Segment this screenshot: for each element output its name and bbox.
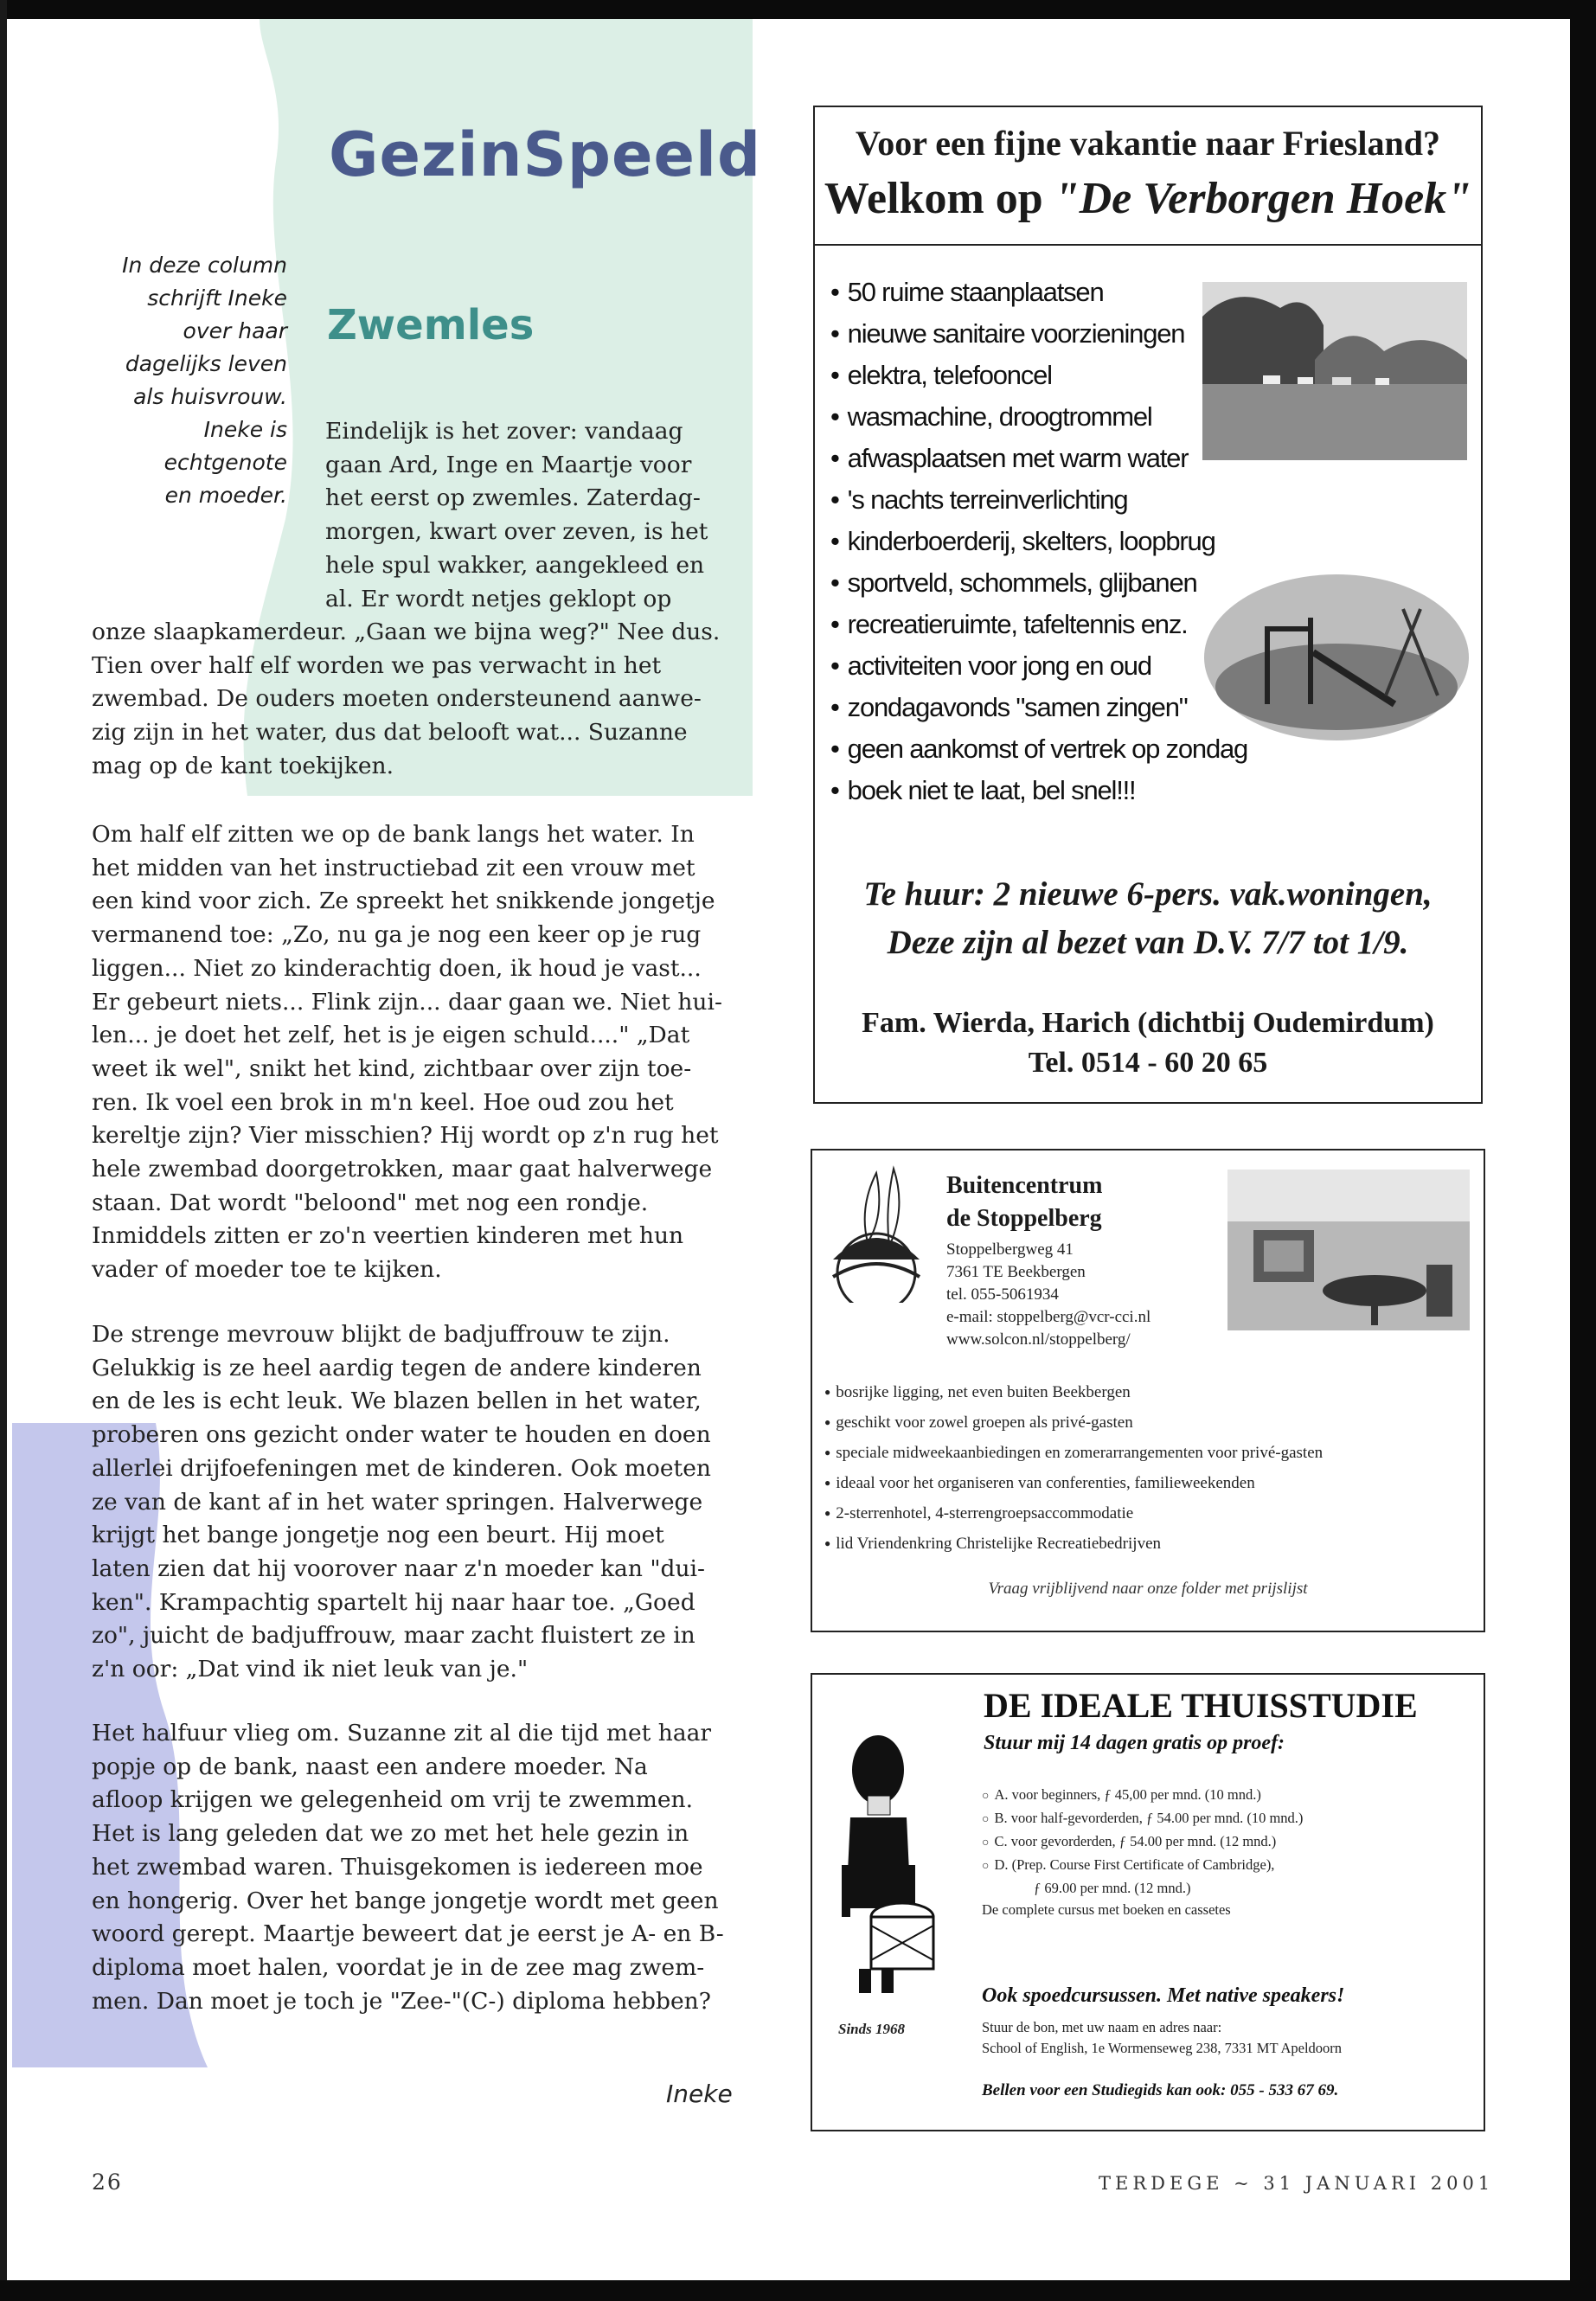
list-item: ● ideaal voor het organiseren van conferenties, familieweekenden: [824, 1468, 1323, 1498]
text-line: Om half elf zitten we op de bank langs het water. In: [92, 821, 695, 848]
course-option-b[interactable]: ○ B. voor half-gevorderden, ƒ 54.00 per mnd. (10 mnd.): [982, 1807, 1303, 1830]
list-item: • zondagavonds "samen zingen": [830, 687, 1247, 728]
list-item: • 's nachts terreinverlichting: [830, 479, 1247, 521]
phone-note: Bellen voor een Studiegids kan ook: 055 - 533 67 69.: [982, 2081, 1339, 2099]
text-line: diploma moet halen, voordat je in de zee mag zwem-: [92, 1953, 705, 1981]
text-line: het zwembad waren. Thuisgekomen is iedereen moe: [92, 1853, 703, 1881]
text-line: het midden van het instructiebad zit een vrouw met: [92, 854, 695, 881]
publication-footer: TERDEGE ~ 31 JANUARI 2001: [1099, 2173, 1495, 2194]
paragraph-3: [92, 1318, 732, 1687]
text-line: het eerst op zwemles. Zaterdag-: [325, 484, 701, 512]
list-item: • sportveld, schommels, glijbanen: [830, 562, 1247, 604]
ad-subtitle: Stuur mij 14 dagen gratis op proef:: [984, 1732, 1285, 1754]
text-line: onze slaapkamerdeur. „Gaan we bijna weg?" Nee dus.: [92, 619, 721, 645]
ad-verborgen-hoek: [813, 106, 1483, 1104]
paragraph-2: [92, 818, 732, 1287]
text-line: afloop krijgen we gelegenheid om vrij te zwemmen.: [92, 1786, 694, 1814]
scan-frame-left: [0, 0, 7, 2301]
brochure-note: Vraag vrijblijvend naar onze folder met prijslijst: [988, 1580, 1308, 1598]
intro-line: schrijft Ineke: [147, 285, 287, 311]
text-line: z'n oor: „Dat vind ik niet leuk van je.": [92, 1656, 529, 1683]
paragraph-1-wide: [92, 616, 732, 784]
intro-line: echtgenote: [163, 450, 287, 475]
venue-name-line: de Stoppelberg: [946, 1205, 1102, 1232]
venue-address: [946, 1239, 1151, 1351]
venue-name: [946, 1170, 1102, 1235]
text-line: woord gerept. Maartje beweert dat je eerst je A- en B-: [92, 1920, 724, 1948]
ad-stoppelberg: [811, 1149, 1485, 1632]
text-line: popje op de bank, naast een andere moeder. Na: [92, 1753, 648, 1780]
ad-title: DE IDEALE THUISSTUDIE: [984, 1686, 1418, 1725]
list-item: • afwasplaatsen met warm water: [830, 438, 1247, 479]
list-item: ● bosrijke ligging, net even buiten Beekbergen: [824, 1377, 1323, 1407]
text-line: Tien over half elf worden we pas verwacht in het: [92, 651, 662, 679]
text-line: gaan Ard, Inge en Maartje voor: [325, 451, 692, 478]
text-line: zig zijn in het water, dus dat belooft wat... Suzanne: [92, 719, 688, 747]
speed-course-info: [982, 2017, 1342, 2059]
column-title: GezinSpeeld: [329, 119, 762, 190]
intro-line: dagelijks leven: [125, 351, 287, 376]
playground-photo: [1204, 574, 1469, 740]
welcome-prefix: Welkom op: [824, 174, 1043, 223]
list-item: • boek niet te laat, bel snel!!!: [830, 770, 1247, 811]
venue-name-line: Buitencentrum: [946, 1172, 1103, 1199]
contact-info: [815, 1003, 1481, 1083]
paragraph-1-narrow: [325, 415, 732, 616]
text-line: len... je doet het zelf, het is je eigen schuld...." „Dat: [92, 1022, 690, 1049]
address-line: e-mail: stoppelberg@vcr-cci.nl: [946, 1308, 1151, 1326]
list-item: • 50 ruime staanplaatsen: [830, 272, 1247, 313]
scan-frame-bottom: [0, 2280, 1596, 2301]
feature-list: [830, 272, 1247, 811]
text-line: kereltje zijn? Vier misschien? Hij wordt op z'n rug het: [92, 1122, 719, 1150]
drummer-guard-illustration: [824, 1735, 937, 1995]
text-line: ren. Ik voel een brok in m'n keel. Hoe oud zou het: [92, 1088, 674, 1116]
text-line: ze van de kant af in het water springen. Halverwege: [92, 1488, 703, 1516]
address-line: 7361 TE Beekbergen: [946, 1263, 1086, 1281]
text-line: staan. Dat wordt "beloond" met nog een rondje.: [92, 1189, 649, 1216]
since-label: Sinds 1968: [838, 2021, 905, 2037]
address-line: tel. 055-5061934: [946, 1285, 1059, 1304]
paragraph-4: [92, 1717, 732, 2018]
course-option-a[interactable]: ○ A. voor beginners, ƒ 45,00 per mnd. (10 mnd.): [982, 1784, 1303, 1807]
column-intro: [87, 249, 287, 512]
text-line: ken". Krampachtig spartelt hij naar haar toe. „Goed: [92, 1588, 695, 1616]
text-line: morgen, kwart over zeven, is het: [325, 518, 708, 546]
info-line: Stuur de bon, met uw naam en adres naar:: [982, 2019, 1222, 2035]
text-line: Eindelijk is het zover: vandaag: [325, 418, 683, 445]
text-line: Het is lang geleden dat we zo met het hele gezin in: [92, 1820, 689, 1848]
intro-line: als huisvrouw.: [133, 384, 287, 409]
intro-line: In deze column: [122, 253, 287, 278]
rental-line: Deze zijn al bezet van D.V. 7/7 tot 1/9.: [887, 924, 1409, 961]
text-line: allerlei drijfoefeningen met de kinderen. Ook moeten: [92, 1454, 711, 1482]
text-line: vermanend toe: „Zo, nu ga je nog een keer op je rug: [92, 921, 702, 949]
complete-course-note: De complete cursus met boeken en cassetes: [982, 1901, 1231, 1918]
list-item: • kinderboerderij, skelters, loopbrug: [830, 521, 1247, 562]
article-title: Zwemles: [327, 301, 535, 349]
ad-headline: Voor een fijne vakantie naar Friesland?: [856, 124, 1440, 163]
info-line: School of English, 1e Wormenseweg 238, 7331 MT Apeldoorn: [982, 2040, 1343, 2056]
intro-line: over haar: [183, 318, 287, 343]
rental-notice: [815, 870, 1481, 967]
feature-list: [824, 1377, 1323, 1559]
contact-phone: Tel. 0514 - 60 20 65: [1028, 1047, 1268, 1079]
ad-welcome: [815, 173, 1481, 224]
list-item: ● lid Vriendenkring Christelijke Recreatiebedrijven: [824, 1529, 1323, 1559]
speed-course-title: Ook spoedcursussen. Met native speakers!: [982, 1984, 1345, 2007]
intro-line: Ineke is: [203, 417, 287, 442]
text-line: Er gebeurt niets... Flink zijn... daar gaan we. Niet hui-: [92, 988, 722, 1016]
text-line: krijgt het bange jongetje nog een beurt. Hij moet: [92, 1522, 664, 1549]
text-line: zwembad. De ouders moeten ondersteunend aanwe-: [92, 685, 702, 713]
page-number: 26: [92, 2170, 123, 2195]
address-line: www.solcon.nl/stoppelberg/: [946, 1330, 1131, 1349]
text-line: en hongerig. Over het bange jongetje wordt met geen: [92, 1887, 719, 1914]
contact-name: Fam. Wierda, Harich (dichtbij Oudemirdum): [862, 1007, 1434, 1039]
list-item: • wasmachine, droogtrommel: [830, 396, 1247, 438]
text-line: al. Er wordt netjes geklopt op: [325, 585, 672, 612]
scan-frame-top: [0, 0, 1596, 19]
list-item: ● geschikt voor zowel groepen als privé-gasten: [824, 1407, 1323, 1438]
list-item: • geen aankomst of vertrek op zondag: [830, 728, 1247, 770]
course-option-d[interactable]: ○ D. (Prep. Course First Certificate of Cambridge),: [982, 1854, 1303, 1877]
interior-photo: [1227, 1170, 1470, 1330]
bird-logo-icon: [824, 1164, 928, 1303]
list-item: • activiteiten voor jong en oud: [830, 645, 1247, 687]
text-line: vader of moeder toe te kijken.: [92, 1256, 442, 1284]
course-option-d-price: ƒ 69.00 per mnd. (12 mnd.): [1034, 1880, 1191, 1896]
list-item: • nieuwe sanitaire voorzieningen: [830, 313, 1247, 355]
rental-line: Te huur: 2 nieuwe 6-pers. vak.woningen,: [863, 875, 1433, 913]
text-line: weet ik wel", snikt het kind, zichtbaar over zijn toe-: [92, 1054, 692, 1082]
course-options: [982, 1784, 1303, 1920]
text-line: mag op de kant toekijken.: [92, 752, 394, 779]
list-item: ● 2-sterrenhotel, 4-sterrengroepsaccommodatie: [824, 1498, 1323, 1529]
text-line: Gelukkig is ze heel aardig tegen de andere kinderen: [92, 1354, 702, 1381]
text-line: De strenge mevrouw blijkt de badjuffrouw te zijn.: [92, 1321, 670, 1348]
intro-line: en moeder.: [164, 483, 287, 508]
divider: [815, 244, 1481, 246]
campsite-photo: [1202, 282, 1467, 460]
text-line: zo", juicht de badjuffrouw, maar zacht fluistert ze in: [92, 1622, 695, 1650]
course-option-c[interactable]: ○ C. voor gevorderden, ƒ 54.00 per mnd. (12 mnd.): [982, 1830, 1303, 1854]
text-line: proberen ons gezicht onder water te houden en doen: [92, 1421, 711, 1449]
address-line: Stoppelbergweg 41: [946, 1240, 1074, 1259]
text-line: hele spul wakker, aangekleed en: [325, 551, 705, 579]
text-line: Inmiddels zitten er zo'n veertien kinderen met hun: [92, 1222, 684, 1250]
text-line: Het halfuur vlieg om. Suzanne zit al die tijd met haar: [92, 1720, 712, 1747]
text-line: men. Dan moet je toch je "Zee-"(C-) diploma hebben?: [92, 1987, 711, 2015]
scan-frame-right: [1570, 0, 1596, 2301]
text-line: liggen... Niet zo kinderachtig doen, ik houd je vast...: [92, 954, 702, 982]
list-item: ● speciale midweekaanbiedingen en zomerarrangementen voor privé-gasten: [824, 1438, 1323, 1468]
text-line: een kind voor zich. Ze spreekt het snikkende jongetje: [92, 888, 715, 915]
text-line: laten zien dat hij voorover naar z'n moeder kan "dui-: [92, 1554, 705, 1582]
campsite-name: "De Verborgen Hoek": [1054, 174, 1472, 223]
author-signature: Ineke: [666, 2080, 733, 2108]
ad-thuisstudie: [811, 1673, 1485, 2131]
list-item: • elektra, telefooncel: [830, 355, 1247, 396]
text-line: en de les is echt leuk. We blazen bellen in het water,: [92, 1388, 702, 1415]
text-line: hele zwembad doorgetrokken, maar gaat halverwege: [92, 1156, 713, 1183]
list-item: • recreatieruimte, tafeltennis enz.: [830, 604, 1247, 645]
